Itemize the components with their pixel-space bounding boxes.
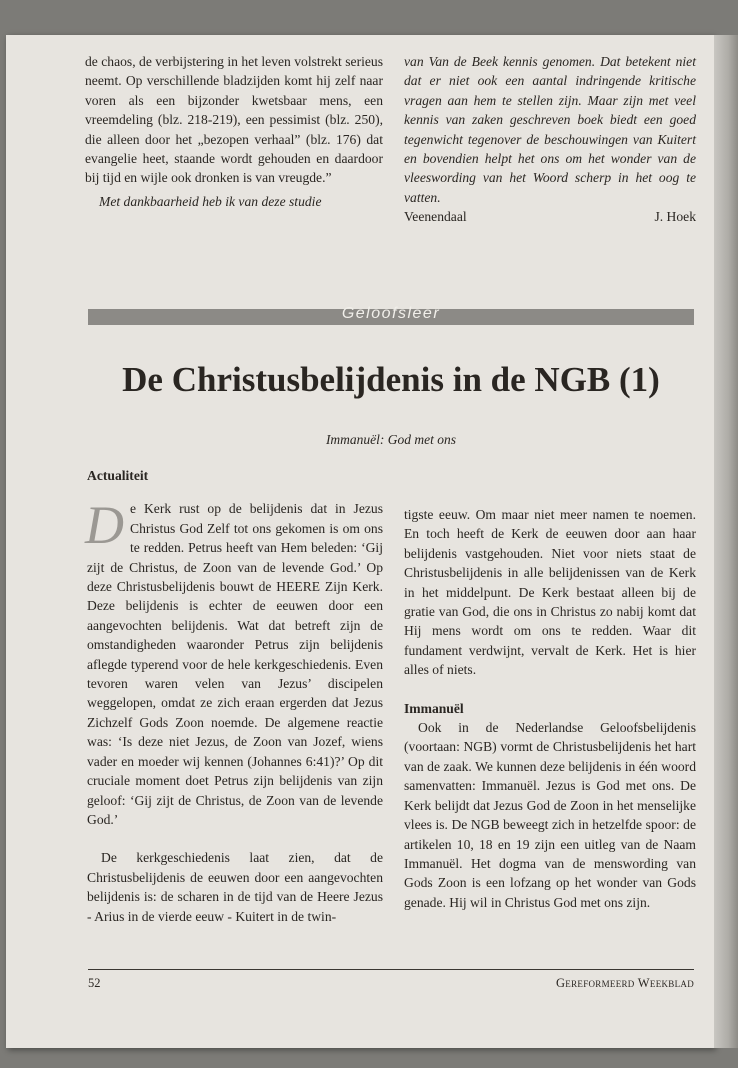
section-label: Geloofsleer bbox=[341, 305, 441, 322]
signature-line bbox=[404, 207, 696, 226]
page-number: 52 bbox=[88, 976, 101, 990]
section-heading-immanuel: Immanuël bbox=[404, 700, 464, 716]
article-paragraph-1 bbox=[85, 495, 383, 829]
section-band bbox=[88, 305, 694, 325]
drop-cap: D bbox=[85, 495, 124, 556]
footer-rule bbox=[88, 969, 694, 970]
section-heading-actualiteit: Actualiteit bbox=[87, 468, 149, 483]
paragraph-1-text: e Kerk rust op de belijdenis dat in Jezus Christus God Zelf tot ons gekomen is om ons te redden. Petrus heeft van Hem beleden: ‘Gij zijt de Christus, de Zoon van de levende God.’ Op deze Christusbelijdenis bouwt de HEERE Zijn Kerk. Deze belijdenis is echter de eeuwen door een aangevochten belijdenis. Wat dat betreft zijn de omstandigheden waaronder Petrus zijn belijdenis aflegde typerend voor de hele kerkgeschiedenis. Even tevoren waren velen van Jezus’ discipelen weggelopen, omdat ze zich eraan ergerden dat Jezus Zichzelf Gods Zoon noemde. De algemene reactie was: ‘Is deze niet Jezus, de Zoon van Jozef, wiens vader en moeder wij kennen (Johannes 6:41)?’ Op dit cruciale moment doet Petrus zijn belijdenis van zijn geloof: ‘Gij zijt de Christus, de Zoon van de levende God.’ bbox=[87, 501, 383, 827]
closing-italic-line: Met dankbaarheid heb ik van deze studie bbox=[99, 193, 322, 209]
signature-place: Veenendaal bbox=[404, 209, 467, 225]
article-paragraph-3: tigste eeuw. Om maar niet meer namen te noemen. En toch heeft de Kerk de eeuwen door aan haar belijdenis vastgehouden. Niet voor niets staat de Christusbelijdenis in alle belijdenissen van de Kerk in het middelpunt. De Kerk bestaat alleen bij de gratie van God, die ons in Christus zo nabij komt dat Hij mens wordt om ons te redden. Waar dit fundament verdwijnt, vervalt de Kerk. Het is hier alles of niets. bbox=[404, 507, 696, 678]
page-edge bbox=[714, 35, 738, 1048]
previous-article-right-column bbox=[404, 52, 696, 227]
article-left-column bbox=[87, 466, 383, 926]
article-title: De Christusbelijdenis in de NGB (1) bbox=[122, 360, 660, 399]
article-right-column bbox=[404, 505, 696, 912]
article-paragraph-2: De kerkgeschiedenis laat zien, dat de Christusbelijdenis de eeuwen door een aangevochten belijdenis is: de scharen in de tijd van de Heere Jezus - Arius in de vierde eeuw - Kuitert in de twin- bbox=[87, 850, 383, 924]
article-subtitle: Immanuël: God met ons bbox=[325, 432, 457, 447]
page-footer bbox=[88, 976, 694, 991]
previous-article-paragraph: de chaos, de verbijstering in het leven volstrekt serieus neemt. Op verschillende bladzijden komt hij zelf naar voren als een bijzonder kwetsbaar mens, een vreemdeling (blz. 218-219), een pessimist (blz. 250), die alleen door het „bezopen verhaal” (blz. 176) dat evangelie heet, staande wordt gehouden en daardoor bij tijd en wijle ook dronken is van vreugde.” bbox=[85, 54, 383, 186]
signature-author: J. Hoek bbox=[654, 209, 696, 225]
journal-name: Gereformeerd Weekblad bbox=[555, 976, 694, 990]
previous-article-left-column bbox=[85, 52, 383, 211]
article-paragraph-4: Ook in de Nederlandse Geloofsbelijdenis (voortaan: NGB) vormt de Christusbelijdenis het hart van de zaak. We kunnen deze belijdenis in één woord samenvatten: Immanuël. Jezus is God met ons. De Kerk belijdt dat Jezus God de Zoon in het menselijke vlees is. De NGB beweegt zich in hetzelfde spoor: de artikelen 10, 18 en 19 zijn een uitleg van de Naam Immanuël. Het dogma van de menswording van Gods Zoon is een lofzang op het wonder van Gods genade. Hij wil in Christus God met ons zijn. bbox=[404, 720, 696, 910]
closing-italic-paragraph: van Van de Beek kennis genomen. Dat betekent niet dat er niet ook een aantal indringende kritische vragen aan hem te stellen zijn. Maar zijn met veel kennis van zaken geschreven boek biedt een goed tegenwicht tegenover de beschouwingen van Kuitert en bovendien helpt het ons om het wonder van de vleeswording van het Woord scherp in het oog te vatten. bbox=[404, 54, 696, 205]
